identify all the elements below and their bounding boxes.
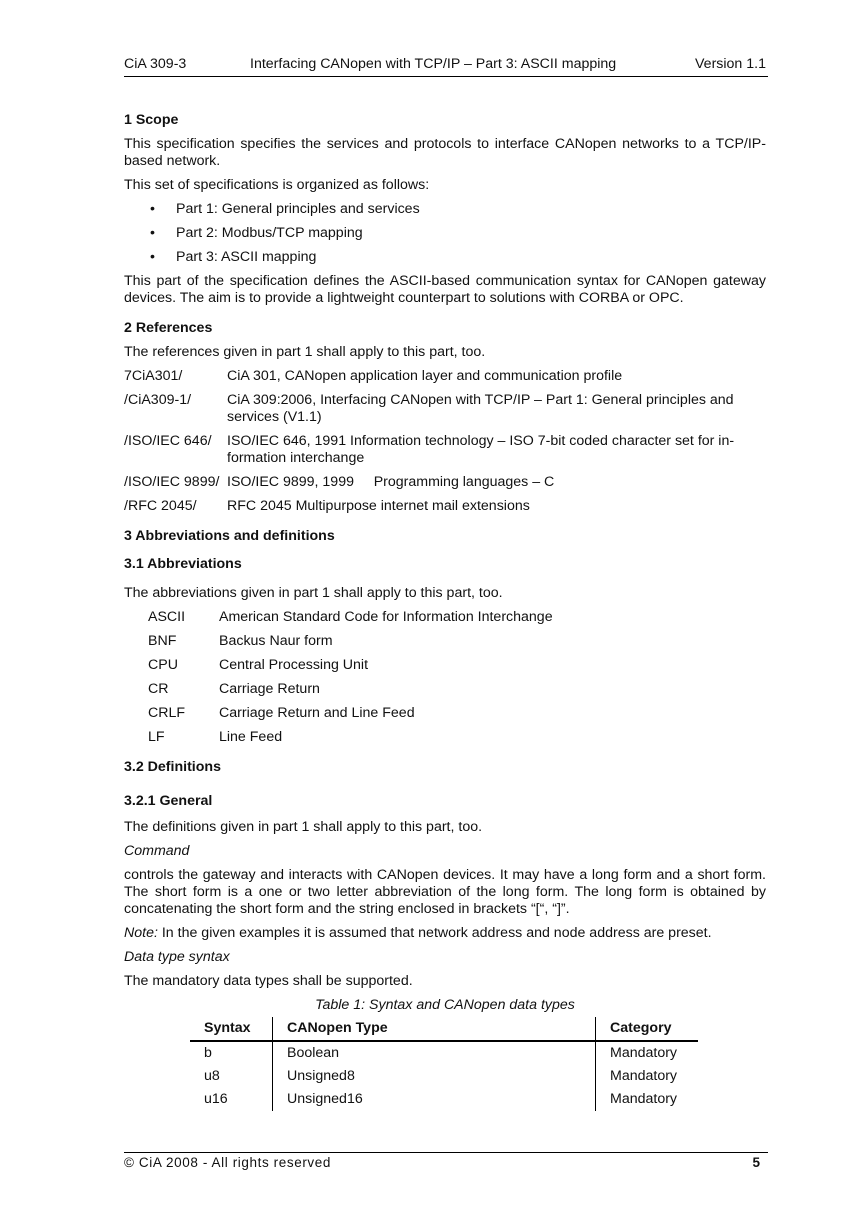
command-definition: controls the gateway and interacts with CANopen devices. It may have a long form and a short form. The short form is a one or two letter abbreviation of the long form. The long form is obtained by concatenating the short form and the string enclosed in brackets “[“, “]”. (124, 867, 766, 917)
reference-text: RFC 2045 Multipurpose internet mail extensions (227, 498, 530, 514)
table-cell: b (190, 1041, 273, 1065)
column-header-category: Category (596, 1017, 699, 1041)
data-type-syntax-text: The mandatory data types shall be supported. (124, 973, 413, 989)
subsubsection-heading-general: 3.2.1 General (124, 793, 213, 809)
reference-key: /RFC 2045/ (124, 498, 197, 514)
table-cell: Mandatory (610, 1091, 678, 1107)
bullet-icon: • (150, 225, 155, 241)
list-item: • Part 3: ASCII mapping (150, 249, 317, 265)
term-command: Command (124, 843, 190, 859)
reference-item (124, 368, 766, 385)
page-body (124, 108, 766, 1111)
column-header-canopen-type: CANopen Type (273, 1017, 596, 1041)
definitions-intro: The definitions given in part 1 shall apply to this part, too. (124, 819, 483, 835)
table-cell: Mandatory (610, 1068, 678, 1084)
section-heading-abbreviations-definitions: 3 Abbreviations and definitions (124, 528, 335, 544)
abbreviation-meaning: Carriage Return and Line Feed (219, 705, 415, 721)
copyright-notice: © CiA 2008 - All rights reserved (124, 1155, 331, 1170)
reference-item (124, 498, 766, 515)
subsection-heading-definitions: 3.2 Definitions (124, 759, 221, 775)
table-cell: Mandatory (610, 1045, 678, 1061)
table-cell: Unsigned8 (273, 1065, 596, 1088)
abbreviations-intro: The abbreviations given in part 1 shall apply to this part, too. (124, 585, 503, 601)
reference-text: CiA 309:2006, Interfacing CANopen with TCP/IP – Part 1: General principles and services (V1.1) (227, 392, 734, 425)
note-paragraph (124, 925, 766, 942)
abbreviation-meaning: Line Feed (219, 729, 283, 745)
abbreviation-row (124, 681, 766, 698)
header-version: Version 1.1 (695, 56, 766, 72)
abbreviation-meaning: Carriage Return (219, 681, 320, 697)
table-cell: u8 (190, 1065, 273, 1088)
table-cell: Boolean (273, 1041, 596, 1065)
abbreviation: CPU (148, 657, 178, 673)
abbreviation: CRLF (148, 705, 186, 721)
reference-key: /ISO/IEC 646/ (124, 433, 212, 449)
abbreviation: CR (148, 681, 169, 697)
note-text: In the given examples it is assumed that network address and node address are preset. (157, 925, 712, 941)
reference-text: ISO/IEC 9899, 1999 Programming languages – C (227, 474, 555, 490)
bullet-icon: • (150, 249, 155, 265)
abbreviation-meaning: Central Processing Unit (219, 657, 369, 673)
abbreviation: ASCII (148, 609, 186, 625)
abbreviation-row (124, 729, 766, 746)
section-heading-references: 2 References (124, 320, 213, 336)
abbreviation-meaning: Backus Naur form (219, 633, 333, 649)
data-types-table (190, 1017, 698, 1111)
term-data-type-syntax: Data type syntax (124, 949, 230, 965)
reference-key: /ISO/IEC 9899/ (124, 474, 220, 490)
abbreviation: LF (148, 729, 165, 745)
table-row (190, 1088, 698, 1111)
abbreviation-row (124, 609, 766, 626)
bullet-icon: • (150, 201, 155, 217)
scope-paragraph-2: This set of specifications is organized as follows: (124, 177, 430, 193)
scope-paragraph-3: This part of the specification defines the ASCII-based communication syntax for CANopen gateway devices. The aim is to provide a lightweight counterpart to solutions with CORBA or OPC. (124, 273, 766, 306)
table-cell: u16 (190, 1088, 273, 1111)
table-header-row (190, 1017, 698, 1041)
column-header-syntax: Syntax (190, 1017, 273, 1041)
abbreviation-meaning: American Standard Code for Information Interchange (219, 609, 553, 625)
abbreviation-row (124, 657, 766, 674)
reference-text: ISO/IEC 646, 1991 Information technology – ISO 7-bit coded character set for in-formation interchange (227, 433, 735, 466)
page-header (124, 56, 768, 77)
scope-paragraph-1: This specification specifies the services and protocols to interface CANopen networks to a TCP/IP-based network. (124, 136, 766, 169)
note-label: Note: (124, 925, 158, 941)
reference-item (124, 433, 766, 467)
header-doc-id: CiA 309-3 (124, 56, 187, 72)
reference-key: /CiA309-1/ (124, 392, 192, 408)
section-heading-scope: 1 Scope (124, 112, 179, 128)
abbreviation: BNF (148, 633, 177, 649)
subsection-heading-abbreviations: 3.1 Abbreviations (124, 556, 242, 572)
list-item: • Part 2: Modbus/TCP mapping (150, 225, 363, 241)
abbreviation-row (124, 705, 766, 722)
table-cell: Unsigned16 (273, 1088, 596, 1111)
page-number: 5 (752, 1155, 760, 1170)
table-caption: Table 1: Syntax and CANopen data types (315, 997, 575, 1013)
page-footer (124, 1152, 768, 1170)
reference-item (124, 392, 766, 426)
abbreviation-row (124, 633, 766, 650)
header-title: Interfacing CANopen with TCP/IP – Part 3: ASCII mapping (250, 56, 617, 72)
reference-item (124, 474, 766, 491)
table-row (190, 1065, 698, 1088)
list-item: • Part 1: General principles and services (150, 201, 420, 217)
references-intro: The references given in part 1 shall apply to this part, too. (124, 344, 486, 360)
reference-key: 7CiA301/ (124, 368, 183, 384)
parts-list (124, 201, 766, 266)
reference-text: CiA 301, CANopen application layer and communication profile (227, 368, 623, 384)
table-row (190, 1041, 698, 1065)
